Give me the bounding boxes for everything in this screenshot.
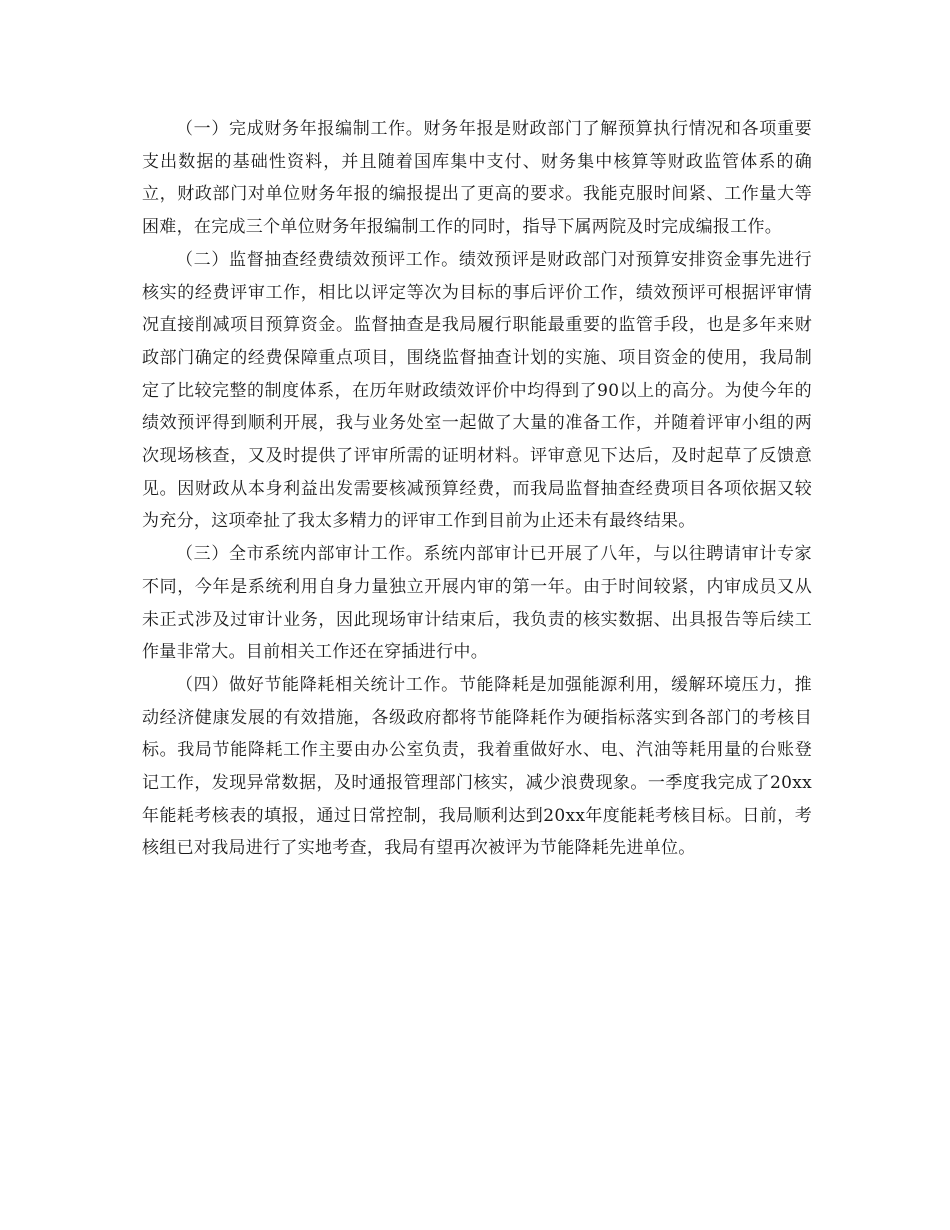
paragraph-energy-saving-statistics: （四）做好节能降耗相关统计工作。节能降耗是加强能源利用，缓解环境压力，推动经济健康发展的有效措施，各级政府都将节能降耗作为硬指标落实到各部门的考核目标。我局节能降耗工作主要由办公室负责，我着重做好水、电、汽油等耗用量的台账登记工作，发现异常数据，及时通报管理部门核实，减少浪费现象。一季度我完成了20xx年能耗考核表的填报，通过日常控制，我局顺利达到20xx年度能耗考核目标。日前，考核组已对我局进行了实地考查，我局有望再次被评为节能降耗先进单位。 (142, 674, 812, 859)
document-body (142, 113, 812, 865)
paragraph-financial-annual-report: （一）完成财务年报编制工作。财务年报是财政部门了解预算执行情况和各项重要支出数据的基础性资料，并且随着国库集中支付、财务集中核算等财政监管体系的确立，财政部门对单位财务年报的编报提出了更高的要求。我能克服时间紧、工作量大等困难，在完成三个单位财务年报编制工作的同时，指导下属两院及时完成编报工作。 (142, 119, 812, 238)
paragraph-performance-pre-evaluation: （二）监督抽查经费绩效预评工作。绩效预评是财政部门对预算安排资金事先进行核实的经费评审工作，相比以评定等次为目标的事后评价工作，绩效预评可根据评审情况直接削减项目预算资金。监督抽查是我局履行职能最重要的监管手段，也是多年来财政部门确定的经费保障重点项目，围绕监督抽查计划的实施、项目资金的使用，我局制定了比较完整的制度体系，在历年财政绩效评价中均得到了90以上的高分。为使今年的绩效预评得到顺利开展，我与业务处室一起做了大量的准备工作，并随着评审小组的两次现场核查，又及时提供了评审所需的证明材料。评审意见下达后，及时起草了反馈意见。因财政从本身利益出发需要核减预算经费，而我局监督抽查经费项目各项依据又较为充分，这项牵扯了我太多精力的评审工作到目前为止还未有最终结果。 (142, 249, 812, 532)
paragraph-internal-audit: （三）全市系统内部审计工作。系统内部审计已开展了八年，与以往聘请审计专家不同，今年是系统利用自身力量独立开展内审的第一年。由于时间较紧，内审成员又从未正式涉及过审计业务，因此现场审计结束后，我负责的核实数据、出具报告等后续工作量非常大。目前相关工作还在穿插进行中。 (142, 544, 812, 663)
